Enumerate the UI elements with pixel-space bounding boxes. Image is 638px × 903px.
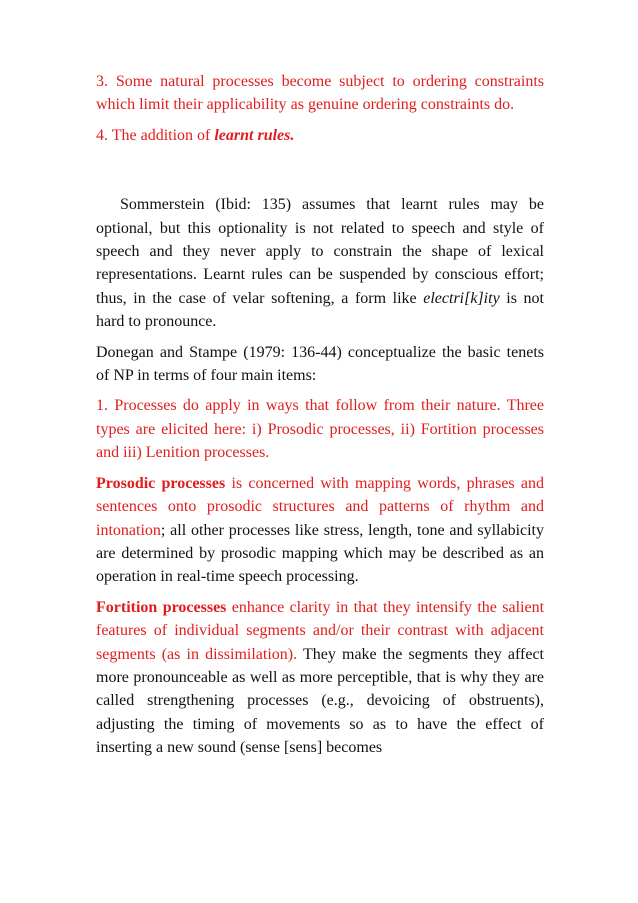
- numbered-item-3: 3. Some natural processes become subject to ordering constraints which limit their applicability as genuine ordering constraints do.: [96, 73, 544, 114]
- donegan-paragraph: Donegan and Stampe (1979: 136-44) conceptualize the basic tenets of NP in terms of four main items:: [96, 343, 544, 385]
- sommerstein-suffix: is not hard to pronounce.: [96, 289, 544, 331]
- sommerstein-text: Sommerstein (Ibid: 135) assumes that learnt rules may be optional, but this optionality is not related to speech and style of speech and they never apply to constrain the shape of lexical representations. Learnt rules can be suspended by conscious effort; thus, in the case of velar softening, a form like: [96, 196, 544, 307]
- item-4-prefix: 4. The addition of: [96, 126, 215, 144]
- fortition-paragraph: [96, 596, 544, 760]
- prosodic-red-text: is concerned with mapping words, phrases and sentences onto prosodic structures and patterns of rhythm and intonation: [96, 474, 544, 539]
- sommerstein-paragraph: [96, 193, 544, 333]
- item-4-emphasis: learnt rules.: [214, 126, 295, 144]
- prosodic-term: Prosodic processes: [96, 474, 226, 492]
- fortition-black-text: They make the segments they affect more pronounceable as well as more perceptible, that is why they are called strengthening processes (e.g., devoicing of obstruents), adjusting the timing of movements so as to have the effect of inserting a new sound (sense [sens] becomes: [96, 645, 544, 757]
- prosodic-paragraph: [96, 472, 544, 589]
- fortition-red-text: enhance clarity in that they intensify the salient features of individual segments and/or their contrast with adjacent segments (as in dissimilation).: [96, 598, 545, 663]
- sommerstein-example: electri[k]ity: [423, 289, 500, 307]
- fortition-term: Fortition processes: [96, 598, 227, 616]
- numbered-item-4: [96, 124, 544, 147]
- point-1: 1. Processes do apply in ways that follow from their nature. Three types are elicited here: i) Prosodic processes, ii) Fortition processes and iii) Lenition processes.: [96, 397, 544, 462]
- document-page: [96, 70, 544, 760]
- prosodic-black-text: ; all other processes like stress, length, tone and syllabicity are determined by prosodic mapping which may be described as an operation in real-time speech processing.: [96, 521, 544, 586]
